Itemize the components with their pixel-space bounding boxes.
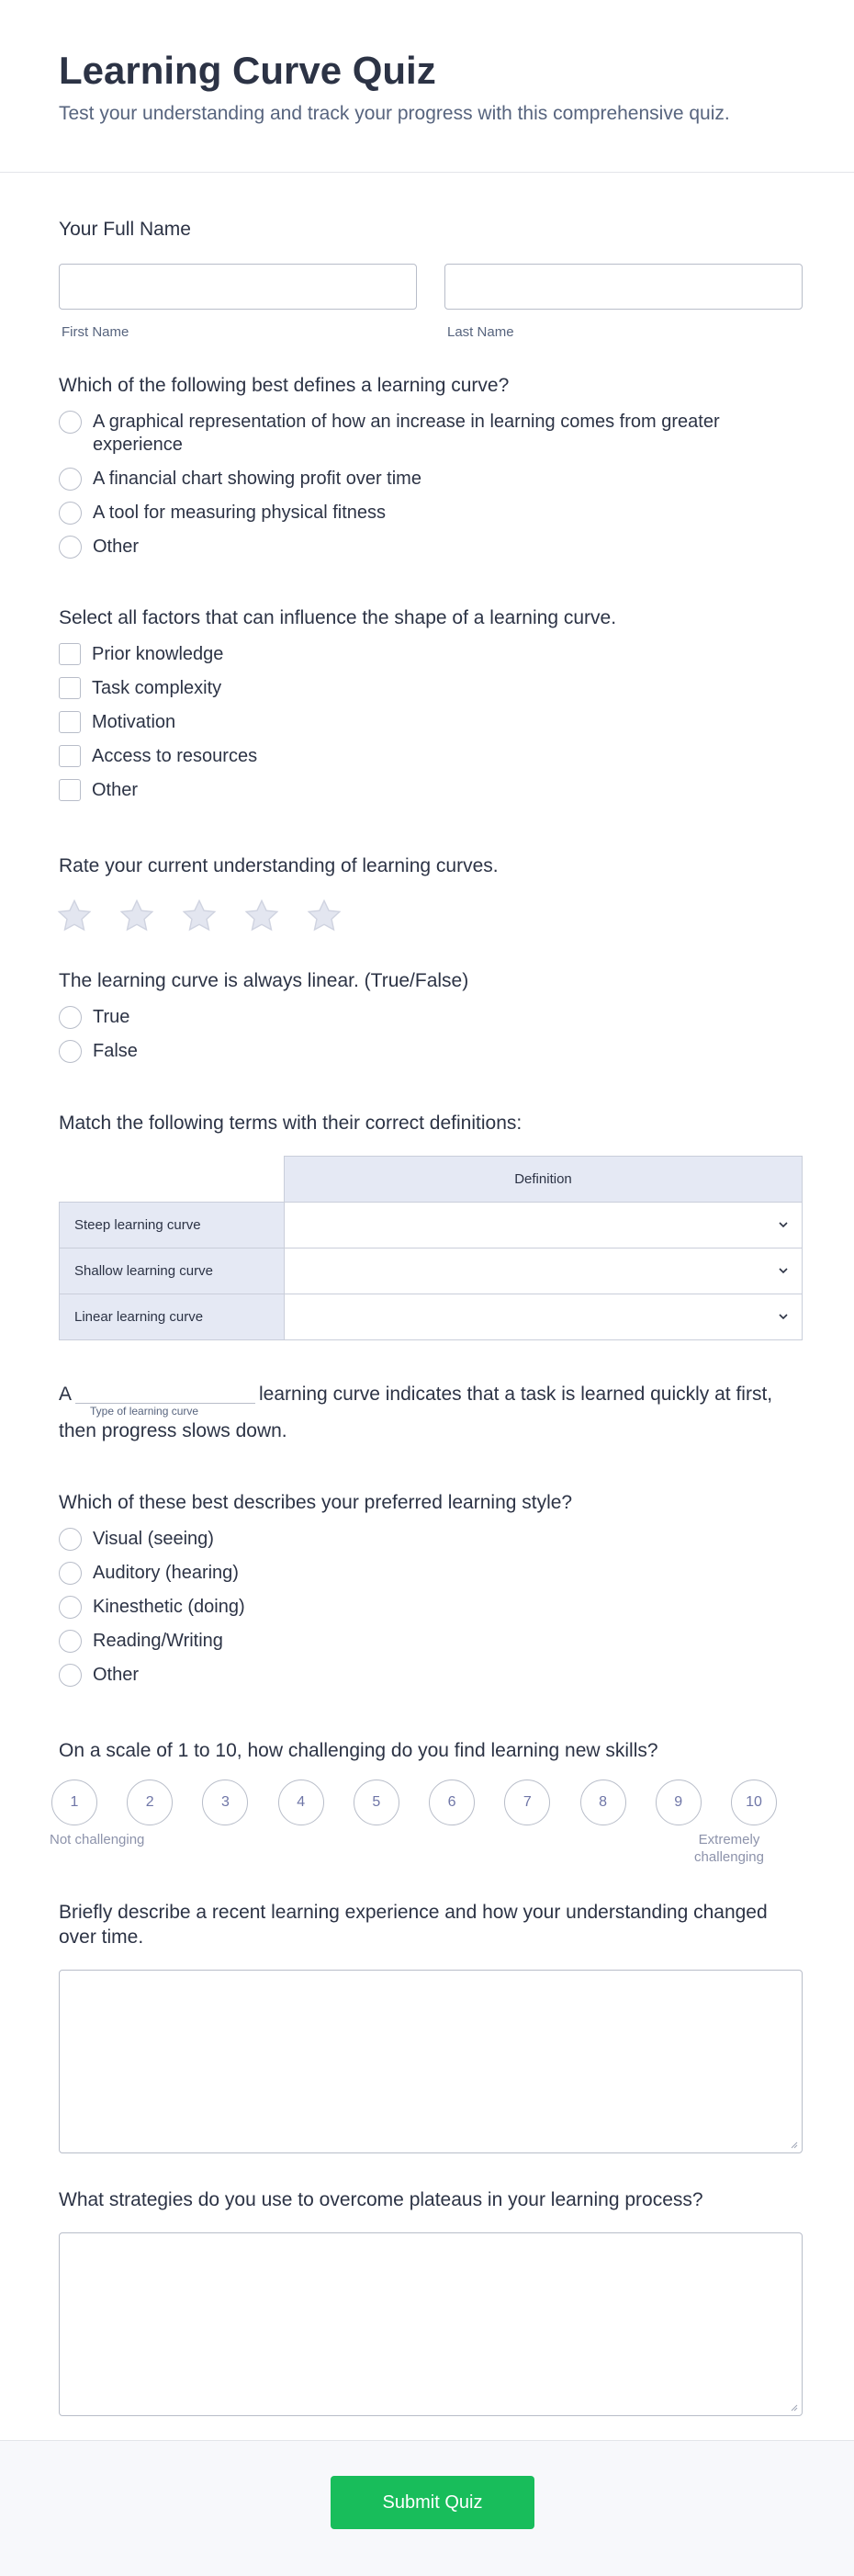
definition-option[interactable] [59, 502, 803, 525]
radio-button[interactable] [59, 468, 82, 491]
definition-question [59, 373, 803, 559]
experience-question-title: Briefly describe a recent learning experience and how your understanding changed over time. [59, 1902, 768, 1948]
style-option[interactable] [59, 1562, 803, 1585]
chevron-down-icon [776, 1309, 791, 1324]
first-name-input[interactable] [59, 264, 417, 310]
checkbox[interactable] [59, 779, 81, 801]
scale-option-10[interactable]: 10 [731, 1779, 777, 1825]
star-icon[interactable] [242, 897, 281, 935]
style-option[interactable] [59, 1528, 803, 1551]
radio-button[interactable] [59, 1630, 82, 1653]
scale-option-9[interactable]: 9 [656, 1779, 702, 1825]
definition-option[interactable] [59, 468, 803, 491]
option-label: Visual (seeing) [93, 1529, 214, 1549]
table-row [60, 1294, 803, 1340]
row-label: Linear learning curve [60, 1294, 285, 1340]
star-rating [55, 897, 803, 935]
definition-dropdown[interactable] [285, 1294, 803, 1340]
option-label: Reading/Writing [93, 1631, 223, 1651]
full-name-label: Your Full Name [59, 219, 191, 240]
scale-option-4[interactable]: 4 [278, 1779, 324, 1825]
factor-option[interactable] [59, 643, 803, 666]
radio-button[interactable] [59, 536, 82, 559]
style-option[interactable] [59, 1664, 803, 1687]
radio-button[interactable] [59, 1006, 82, 1029]
learning-style-question-title: Which of these best describes your preferred learning style? [59, 1492, 573, 1513]
option-label: Prior knowledge [92, 644, 224, 664]
option-label: Other [92, 780, 139, 800]
table-row [60, 1248, 803, 1294]
option-label: A financial chart showing profit over time [93, 469, 421, 489]
chevron-down-icon [776, 1263, 791, 1278]
scale-option-6[interactable]: 6 [429, 1779, 475, 1825]
scale-option-2[interactable]: 2 [127, 1779, 173, 1825]
option-label: Other [93, 537, 140, 557]
form-title: Learning Curve Quiz [59, 49, 436, 92]
definition-option[interactable] [59, 411, 803, 457]
row-label: Shallow learning curve [60, 1248, 285, 1294]
option-label: Access to resources [92, 746, 258, 766]
experience-textarea[interactable] [59, 1970, 803, 2153]
scale-max-label: Extremely challenging [694, 1832, 764, 1865]
matching-table [59, 1156, 803, 1340]
empty-corner [60, 1157, 285, 1203]
radio-button[interactable] [59, 1596, 82, 1619]
resize-grip-icon[interactable] [789, 2140, 798, 2149]
form-header [0, 0, 854, 173]
scale-option-3[interactable]: 3 [202, 1779, 248, 1825]
option-label: A graphical representation of how an increase in learning comes from greater experience [93, 412, 720, 455]
definition-question-title: Which of the following best defines a learning curve? [59, 375, 510, 396]
factors-question [59, 605, 803, 802]
true-false-question [59, 968, 803, 1063]
star-icon[interactable] [55, 897, 94, 935]
style-option[interactable] [59, 1596, 803, 1619]
experience-question [59, 1900, 803, 2153]
fill-blank-sentence [59, 1376, 803, 1450]
strategies-textarea[interactable] [59, 2232, 803, 2416]
last-name-input[interactable] [444, 264, 803, 310]
checkbox[interactable] [59, 711, 81, 733]
radio-button[interactable] [59, 1664, 82, 1687]
matching-question-title: Match the following terms with their correct definitions: [59, 1113, 523, 1134]
option-label: Motivation [92, 712, 176, 732]
style-option[interactable] [59, 1630, 803, 1653]
checkbox[interactable] [59, 677, 81, 699]
factor-option[interactable] [59, 745, 803, 768]
radio-button[interactable] [59, 1528, 82, 1551]
false-option[interactable] [59, 1040, 803, 1063]
scale-option-8[interactable]: 8 [580, 1779, 626, 1825]
definition-column-header: Definition [285, 1157, 803, 1203]
star-icon[interactable] [118, 897, 156, 935]
definition-option[interactable] [59, 536, 803, 559]
matching-question [59, 1111, 803, 1340]
radio-button[interactable] [59, 502, 82, 525]
factor-option[interactable] [59, 711, 803, 734]
rating-question [59, 853, 803, 935]
radio-button[interactable] [59, 1562, 82, 1585]
curve-type-sublabel: Type of learning curve [90, 1405, 199, 1418]
first-name-sublabel: First Name [62, 324, 129, 340]
radio-button[interactable] [59, 411, 82, 434]
curve-type-input[interactable] [75, 1380, 255, 1418]
factor-option[interactable] [59, 677, 803, 700]
sentence-prefix: A [59, 1384, 73, 1405]
form-subtitle: Test your understanding and track your progress with this comprehensive quiz. [59, 103, 730, 124]
rating-question-title: Rate your current understanding of learning curves. [59, 855, 499, 876]
star-icon[interactable] [305, 897, 343, 935]
option-label: True [93, 1007, 130, 1027]
strategies-question [59, 2187, 803, 2416]
fill-blank-question [59, 1376, 803, 1450]
option-label: False [93, 1041, 138, 1061]
scale-min-label: Not challenging [50, 1832, 145, 1847]
resize-grip-icon[interactable] [789, 2402, 798, 2412]
checkbox[interactable] [59, 643, 81, 665]
table-row [60, 1203, 803, 1248]
scale-rating [51, 1779, 777, 1825]
factor-option[interactable] [59, 779, 803, 802]
star-icon[interactable] [180, 897, 219, 935]
learning-style-question [59, 1490, 803, 1687]
form-footer [0, 2440, 854, 2576]
definition-dropdown[interactable] [285, 1203, 803, 1248]
last-name-sublabel: Last Name [447, 324, 514, 340]
scale-option-5[interactable]: 5 [354, 1779, 399, 1825]
scale-option-7[interactable]: 7 [504, 1779, 550, 1825]
option-label: A tool for measuring physical fitness [93, 503, 387, 523]
true-option[interactable] [59, 1006, 803, 1029]
submit-quiz-button[interactable]: Submit Quiz [331, 2476, 534, 2529]
full-name-question [59, 217, 803, 340]
checkbox[interactable] [59, 745, 81, 767]
chevron-down-icon [776, 1217, 791, 1232]
option-label: Task complexity [92, 678, 222, 698]
strategies-question-title: What strategies do you use to overcome plateaus in your learning process? [59, 2189, 703, 2210]
option-label: Kinesthetic (doing) [93, 1597, 245, 1617]
definition-dropdown[interactable] [285, 1248, 803, 1294]
radio-button[interactable] [59, 1040, 82, 1063]
option-label: Other [93, 1665, 140, 1685]
factors-question-title: Select all factors that can influence the shape of a learning curve. [59, 607, 617, 628]
scale-question-title: On a scale of 1 to 10, how challenging do you find learning new skills? [59, 1740, 658, 1761]
sentence-suffix: learning curve indicates that a task is learned quickly at first, then progress slows down. [59, 1384, 773, 1441]
scale-option-1[interactable]: 1 [51, 1779, 97, 1825]
option-label: Auditory (hearing) [93, 1563, 239, 1583]
true-false-question-title: The learning curve is always linear. (True/False) [59, 970, 469, 991]
row-label: Steep learning curve [60, 1203, 285, 1248]
scale-question [50, 1738, 803, 1866]
